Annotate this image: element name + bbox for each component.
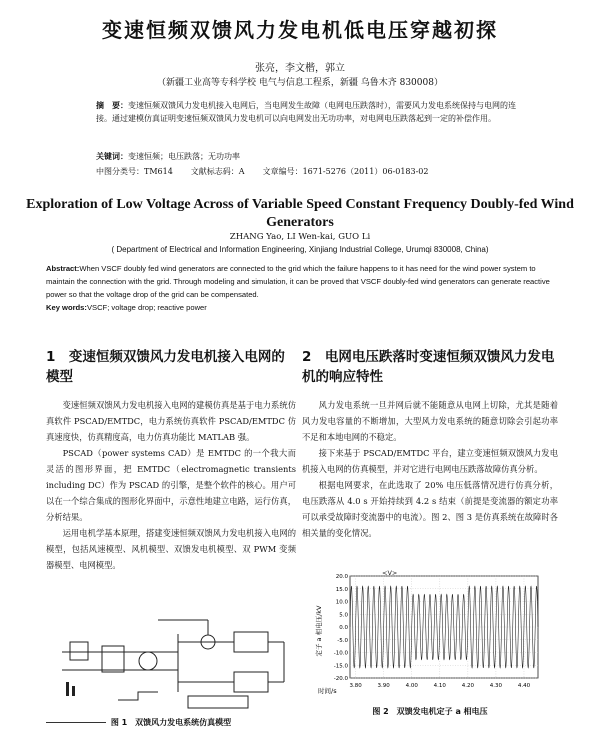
source-block (70, 642, 88, 660)
y-tick-label: 10.0 (335, 599, 348, 606)
figure-1-diagram (58, 612, 290, 712)
abstract-cn-text: 变速恒频双馈风力发电机接入电网后，当电网发生故障（电网电压跌落时），需要风力发电系统保持与电网的连接。通过建模仿真证明变速恒频双馈风力发电机可以向电网发出无功功率，对电网电压跌落起到一定的补偿作用。 (96, 101, 516, 123)
transformer-block (102, 646, 124, 672)
section-1-paragraph: 运用电机学基本原理，搭建变速恒频双馈风力发电机接入电网的模型，包括风速模型、风机模型、双馈发电机模型、双 PWM 变频器模型、电网模型。 (46, 528, 296, 570)
x-tick-label: 4.30 (489, 683, 503, 689)
keywords-en-label: Key words: (46, 303, 87, 312)
y-tick-label: 5.0 (339, 612, 348, 619)
footnote-divider (46, 722, 106, 723)
y-tick-label: -5.0 (337, 637, 348, 644)
x-tick-label: 4.20 (461, 683, 474, 689)
control-block (188, 696, 248, 708)
section-1-paragraph: PSCAD（power systems CAD）是 EMTDC 的一个我大而灵活的图形界面，把 EMTDC（electromagnetic transients including DC）作为 PSCAD 的引擎，是整个软件的核心。用户可以在一个综合集成的图形化界面中，示意性地建立电路，运行仿真，分析结果。 (46, 448, 296, 522)
abstract-en (46, 262, 558, 301)
series-line-va (350, 586, 538, 668)
article-number: 文章编号：1671-5276（2011）06-0183-02 (262, 167, 429, 176)
y-tick-label: -15.0 (333, 663, 348, 670)
keywords-cn (96, 151, 526, 162)
x-tick-label: 4.10 (433, 683, 446, 689)
keywords-en (46, 303, 558, 312)
section-2-paragraph: 风力发电系统一旦并网后就不能随意从电网上切除，尤其是随着风力发电容量的不断增加，大型风力发电系统的随意切除会引起功率不足和本地电网的不稳定。 (302, 400, 558, 442)
converter-block (234, 672, 268, 692)
figure-2-caption: 图 2 双馈发电机定子 a 相电压 (372, 707, 488, 716)
y-axis-label: 定子 a 相电压/kV (315, 605, 323, 657)
legend-label: <V> (382, 569, 398, 577)
keywords-cn-text: 变速恒频；电压跌落；无功功率 (128, 152, 240, 161)
y-tick-label: -10.0 (333, 650, 348, 657)
figure-2-chart (312, 566, 548, 696)
y-tick-label: 15.0 (335, 586, 348, 593)
section-2 (302, 347, 558, 541)
keywords-cn-label: 关键词： (96, 152, 128, 161)
x-tick-label: 4.40 (517, 683, 531, 689)
affiliation-en: ( Department of Electrical and Information Engineering, Xinjiang Industrial College, Urumqi 830008, China) (111, 245, 489, 254)
section-1 (46, 347, 296, 573)
y-tick-label: -20.0 (333, 676, 348, 682)
x-axis-label: 时间/s (318, 687, 337, 695)
section-2-paragraph: 接下来基于 PSCAD/EMTDC 平台，建立变速恒频双馈风力发电机接入电网的仿真模型，并对它进行电网电压跌落故障仿真分析。 (302, 448, 558, 474)
section-2-paragraph: 根据电网要求，在此选取了 20% 电压低落情况进行仿真分析，电压跌落从 4.0 s 开始持续到 4.2 s 结束（前提是变流器的额定功率可以承受故障时变流器中的电流）。图 2、图 3 是仿真系统在故障时各相关量的变化情况。 (302, 480, 558, 538)
authors-en: ZHANG Yao, LI Wen-kai, GUO Li (229, 232, 371, 242)
authors: 张亮，李文楷，郭立 (255, 63, 345, 74)
paper-title-en: Exploration of Low Voltage Across of Variable Speed Constant Frequency Doubly-fed Wind Generators (26, 197, 574, 230)
x-tick-label: 3.90 (377, 683, 390, 689)
affiliation: （新疆工业高等专科学校 电气与信息工程系，新疆 乌鲁木齐 830008） (157, 78, 443, 88)
keywords-en-text: VSCF; voltage drop; reactive power (86, 303, 207, 312)
clc-number: 中图分类号：TM614 (96, 167, 173, 176)
abstract-en-label: Abstract: (46, 264, 80, 273)
y-tick-label: 20.0 (335, 574, 348, 580)
converter-block (234, 632, 268, 652)
paper-title: 变速恒频双馈风力发电机低电压穿越初探 (102, 18, 498, 42)
section-1-heading: 1 变速恒频双馈风力发电机接入电网的模型 (46, 349, 285, 385)
doc-code: 文献标志码：A (190, 167, 245, 176)
abstract-en-text: When VSCF doubly fed wind generators are connected to the grid which the failure happens to it has need for the wind power system to maintain the connection with the grid. Through modeling and simulation, it can be proved that VSCF doubly-fed wind generators can generate reactive power so that the voltage drop of the grid can be compensated. (46, 264, 550, 299)
x-tick-label: 4.00 (405, 683, 418, 689)
section-2-heading: 2 电网电压跌落时变速恒频双馈风力发电机的响应特性 (302, 349, 555, 385)
section-1-paragraph: 变速恒频双馈风力发电机接入电网的建模仿真是基于电力系统仿真软件 PSCAD/EMTDC，电力系统仿真软件 PSCAD/EMTDC 仿真速度快，仿真精度高，电力仿真功能比 MATLAB 强。 (46, 400, 296, 442)
figure-1-caption: 图 1 双馈风力发电系统仿真模型 (110, 718, 232, 727)
classification-line (96, 166, 546, 177)
y-tick-label: 0.0 (339, 625, 348, 631)
x-tick-label: 3.80 (349, 683, 362, 689)
abstract-cn-label: 摘 要： (96, 101, 128, 110)
generator-symbol (139, 652, 157, 670)
abstract-cn (96, 100, 526, 125)
